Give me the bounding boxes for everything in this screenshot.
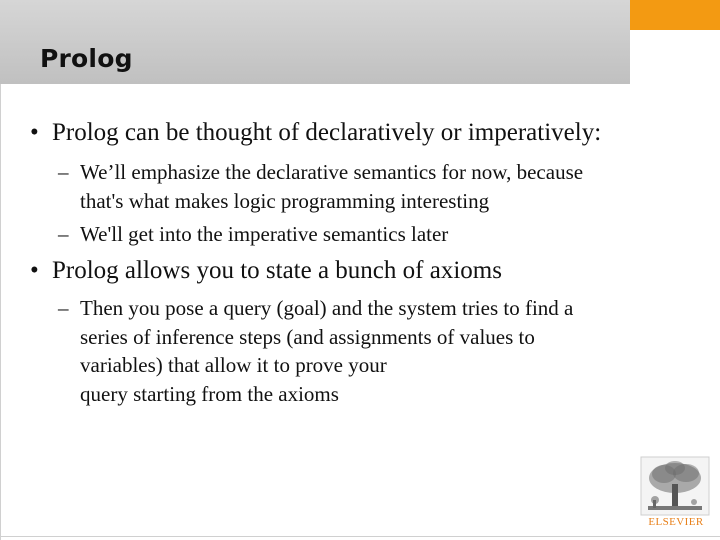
sub-bullet-2-1-line-3: variables) that allow it to prove your bbox=[80, 353, 387, 377]
dash-glyph: – bbox=[58, 160, 69, 184]
sub-bullet-1-1-line-1: We’ll emphasize the declarative semantics for now, because bbox=[80, 160, 584, 184]
slide-title: Prolog bbox=[40, 44, 133, 73]
bullet-1-text: Prolog can be thought of declaratively or imperatively: bbox=[52, 119, 602, 146]
sub-bullet-1-2-line-1: We'll get into the imperative semantics later bbox=[80, 222, 449, 246]
bullet-2-text: Prolog allows you to state a bunch of axioms bbox=[52, 257, 502, 284]
sub-bullet-2-1-line-2: series of inference steps (and assignments of values to bbox=[80, 325, 535, 349]
bullet-glyph: • bbox=[30, 119, 39, 146]
dash-glyph: – bbox=[58, 222, 69, 246]
elsevier-logo-text: ELSEVIER bbox=[648, 516, 704, 528]
sub-bullet-2-1-line-1: Then you pose a query (goal) and the system tries to find a bbox=[80, 296, 574, 320]
sub-bullet-2-1-line-4: query starting from the axioms bbox=[80, 382, 339, 406]
bullet-glyph: • bbox=[30, 257, 39, 284]
dash-glyph: – bbox=[58, 296, 69, 320]
sub-bullet-1-1-line-2: that's what makes logic programming interesting bbox=[80, 189, 490, 213]
